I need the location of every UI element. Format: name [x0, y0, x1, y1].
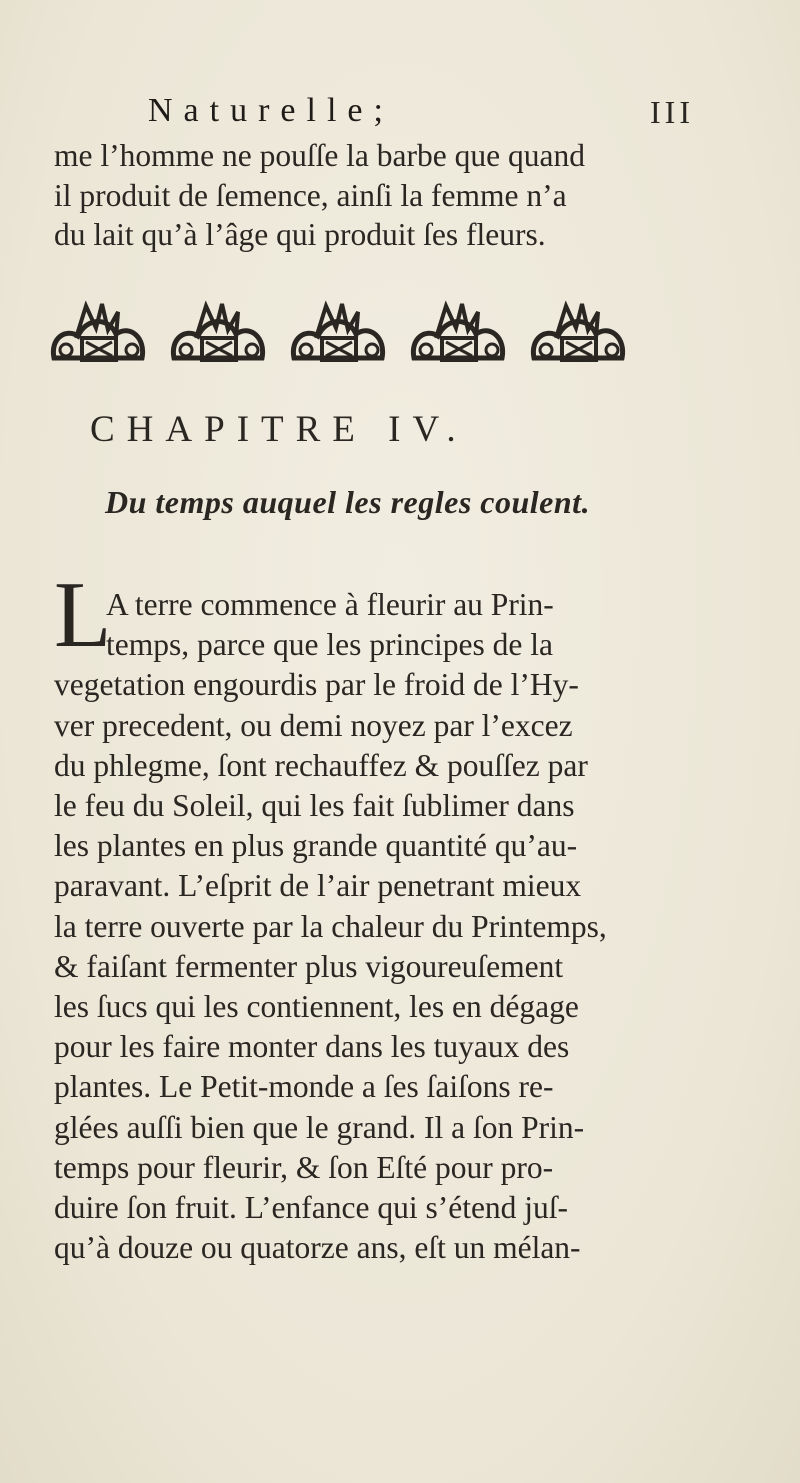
text-line: les ſucs qui les contiennent, les en dégage: [54, 989, 579, 1025]
text-line: la terre ouverte par la chaleur du Printemps,: [54, 908, 607, 944]
fleuron-icon: [166, 298, 271, 370]
chapter-subtitle: Du temps auquel les regles coulent.: [105, 484, 591, 520]
fleuron-icon: [526, 298, 631, 370]
text-line: ver precedent, ou demi noyez par l’excez: [54, 707, 573, 743]
carryover-text: [54, 136, 634, 255]
text-line: vegetation engourdis par le froid de l’Hy-: [54, 667, 579, 703]
text-line: du lait qu’à l’âge qui produit ſes fleurs.: [54, 217, 546, 252]
text-line: & faiſant fermenter plus vigoureuſement: [54, 948, 564, 984]
text-line: A terre commence à fleurir au Prin-: [106, 587, 554, 622]
text-line: duire ſon fruit. L’enfance qui s’étend juſ-: [54, 1190, 569, 1226]
text-line: temps pour fleurir, & ſon Eſté pour pro-: [54, 1149, 554, 1185]
page-number: III: [650, 94, 694, 130]
text-line: me l’homme ne pouſſe la barbe que quand: [54, 138, 585, 173]
fleuron-icon: [46, 298, 151, 370]
text-line: plantes. Le Petit-monde a ſes ſaiſons re-: [54, 1069, 554, 1105]
chapter-title: CHAPITRE IV.: [90, 409, 468, 450]
text-line: temps, parce que les principes de la: [106, 627, 553, 663]
text-line: il produit de ſemence, ainſi la femme n’a: [54, 177, 567, 213]
fleuron-icon: [286, 298, 391, 370]
text-line: glées auſſi bien que le grand. Il a ſon Prin-: [54, 1109, 585, 1145]
text-line: qu’à douze ou quatorze ans, eſt un mélan-: [54, 1230, 581, 1266]
text-line: les plantes en plus grande quantité qu’au-: [54, 828, 578, 864]
text-line: le feu du Soleil, qui les fait ſublimer dans: [54, 788, 575, 824]
fleuron-icon: [406, 298, 511, 370]
running-head: Naturelle;: [148, 92, 394, 129]
drop-cap: L: [54, 563, 112, 667]
body-text: [54, 585, 644, 1268]
text-line: pour les faire monter dans les tuyaux des: [54, 1029, 570, 1065]
text-line: du phlegme, ſont rechauffez & pouſſez par: [54, 747, 588, 783]
text-line: paravant. L’eſprit de l’air penetrant mieux: [54, 868, 582, 904]
fleuron-band: [46, 300, 631, 370]
